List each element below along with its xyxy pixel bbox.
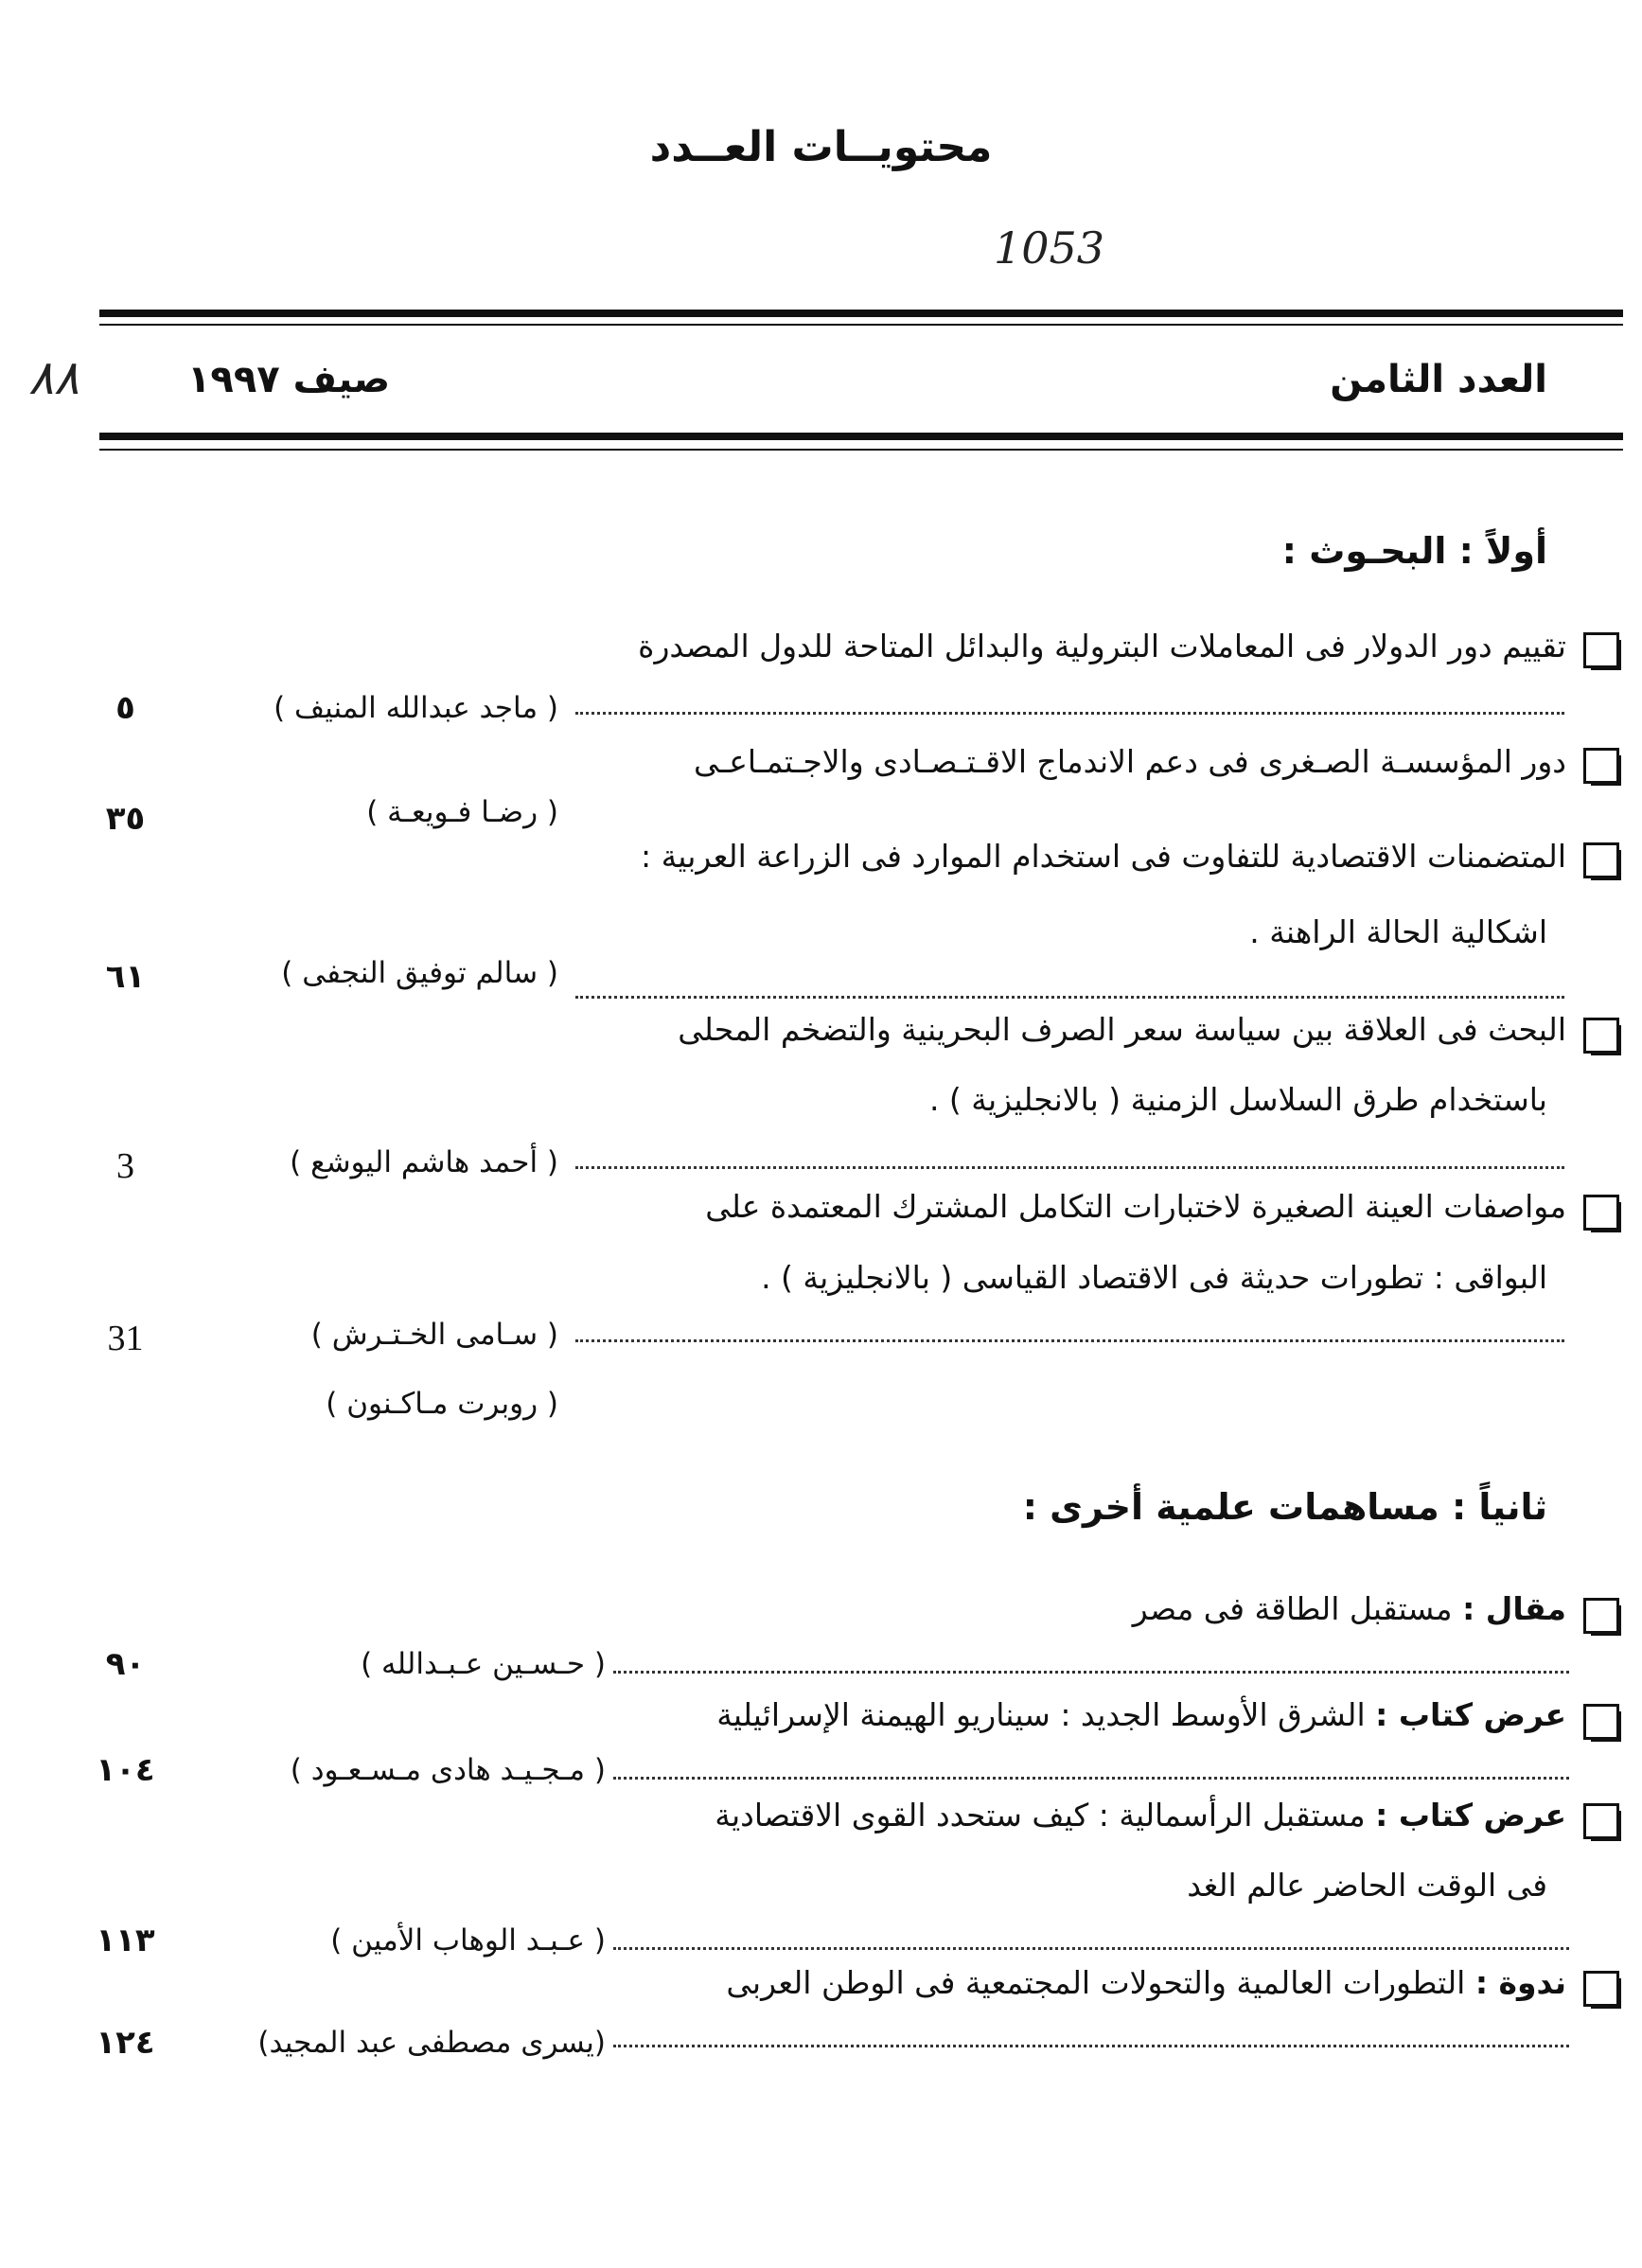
checkbox-icon	[1583, 1971, 1623, 2011]
page-number: 3	[116, 1146, 134, 1186]
entry-title-line: اشكالية الحالة الراهنة .	[1249, 913, 1547, 950]
section-contributions-heading: ثانياً : مساهمات علمية أخرى :	[1022, 1486, 1547, 1528]
checkbox-icon	[1583, 1598, 1623, 1638]
checkbox-icon	[1583, 842, 1623, 882]
entry-author: ( مـجـيـد هادى مـسـعـود )	[290, 1753, 606, 1787]
entry-title-line: تقييم دور الدولار فى المعاملات البترولية والبدائل المتاحة للدول المصدرة	[638, 628, 1566, 664]
entry-author: ( حـسـين عـبـدالله )	[361, 1647, 606, 1681]
section-research-heading: أولاً : البحـوث :	[1281, 530, 1547, 572]
entry-type-label: عرض كتاب :	[1375, 1797, 1566, 1834]
issue-label: العدد الثامن	[1330, 358, 1547, 401]
checkbox-icon	[1583, 1803, 1623, 1843]
entry-author: ( أحمد هاشم اليوشع )	[290, 1145, 558, 1179]
entry-type-label: مقال :	[1462, 1590, 1566, 1627]
entry-title-line: مستقبل الرأسمالية : كيف ستحدد القوى الاقتصادية	[715, 1797, 1366, 1834]
entry-title-line: البواقى : تطورات حديثة فى الاقتصاد القياسى ( بالانجليزية ) .	[761, 1259, 1547, 1296]
page-title: محتويــات العــدد	[649, 123, 993, 171]
entry-author: ( رضـا فـويعـة )	[366, 795, 558, 829]
page-number: ٦١	[105, 958, 146, 996]
entry-title-line: مواصفات العينة الصغيرة لاختبارات التكامل المشترك المعتمدة على	[705, 1188, 1566, 1225]
dot-leader	[575, 1166, 1564, 1169]
dot-leader	[575, 712, 1564, 715]
entry-author: ( عـبـد الوهاب الأمين )	[330, 1923, 606, 1958]
entry-author: ( ماجد عبدالله المنيف )	[274, 691, 558, 725]
page-number: ١٠٤	[96, 1751, 155, 1789]
dot-leader	[575, 1339, 1564, 1342]
page-number: ١١٣	[96, 1922, 155, 1959]
dot-leader	[613, 2045, 1569, 2047]
page-number: ١٢٤	[96, 2024, 155, 2062]
dot-leader	[613, 1777, 1569, 1780]
dot-leader	[613, 1947, 1569, 1950]
entry-title-line: دور المؤسسـة الصـغرى فى دعم الاندماج الاقـتـصـادى والاجـتمـاعـى	[694, 743, 1566, 780]
page-number: ٥	[115, 689, 135, 727]
entry-author: ( سـامى الخـتـرش )	[310, 1318, 558, 1352]
checkbox-icon	[1583, 632, 1623, 672]
margin-note: ٨٨	[28, 350, 79, 405]
checkbox-icon	[1583, 1195, 1623, 1234]
dot-leader	[575, 996, 1564, 999]
entry-author: ( سالم توفيق النجفى )	[281, 956, 558, 990]
entry-title-line: المتضمنات الاقتصادية للتفاوت فى استخدام الموارد فى الزراعة العربية :	[640, 838, 1566, 875]
entry-title-line: مستقبل الطاقة فى مصر	[1132, 1590, 1453, 1627]
page-number: 31	[107, 1319, 144, 1358]
checkbox-icon	[1583, 748, 1623, 788]
page-number: ٩٠	[105, 1645, 146, 1683]
page-number: ٣٥	[105, 800, 146, 838]
entry-title-line: البحث فى العلاقة بين سياسة سعر الصرف البحرينية والتضخم المحلى	[678, 1011, 1566, 1048]
entry-type-label: ندوة :	[1474, 1964, 1566, 2001]
entry-type-label: عرض كتاب :	[1375, 1696, 1566, 1733]
entry-title-line: الشرق الأوسط الجديد : سيناريو الهيمنة الإسرائيلية	[716, 1696, 1366, 1733]
issue-season: صيف ١٩٩٧	[187, 358, 391, 401]
bottom-rule-thin	[99, 449, 1623, 451]
entry-author: ( روبرت مـاكـنون )	[326, 1387, 558, 1421]
entry-title-line: فى الوقت الحاضر عالم الغد	[1187, 1867, 1547, 1904]
checkbox-icon	[1583, 1018, 1623, 1057]
dot-leader	[613, 1671, 1569, 1674]
bottom-rule-thick	[99, 433, 1623, 440]
checkbox-icon	[1583, 1704, 1623, 1744]
entry-author: (يسرى مصطفى عبد المجيد)	[257, 2026, 606, 2060]
top-rule-thin	[99, 324, 1623, 326]
entry-title-line: باستخدام طرق السلاسل الزمنية ( بالانجليزية ) .	[928, 1081, 1547, 1118]
top-rule-thick	[99, 310, 1623, 317]
handwritten-number: 1053	[994, 222, 1105, 274]
entry-title-line: التطورات العالمية والتحولات المجتمعية فى الوطن العربى	[726, 1964, 1466, 2001]
